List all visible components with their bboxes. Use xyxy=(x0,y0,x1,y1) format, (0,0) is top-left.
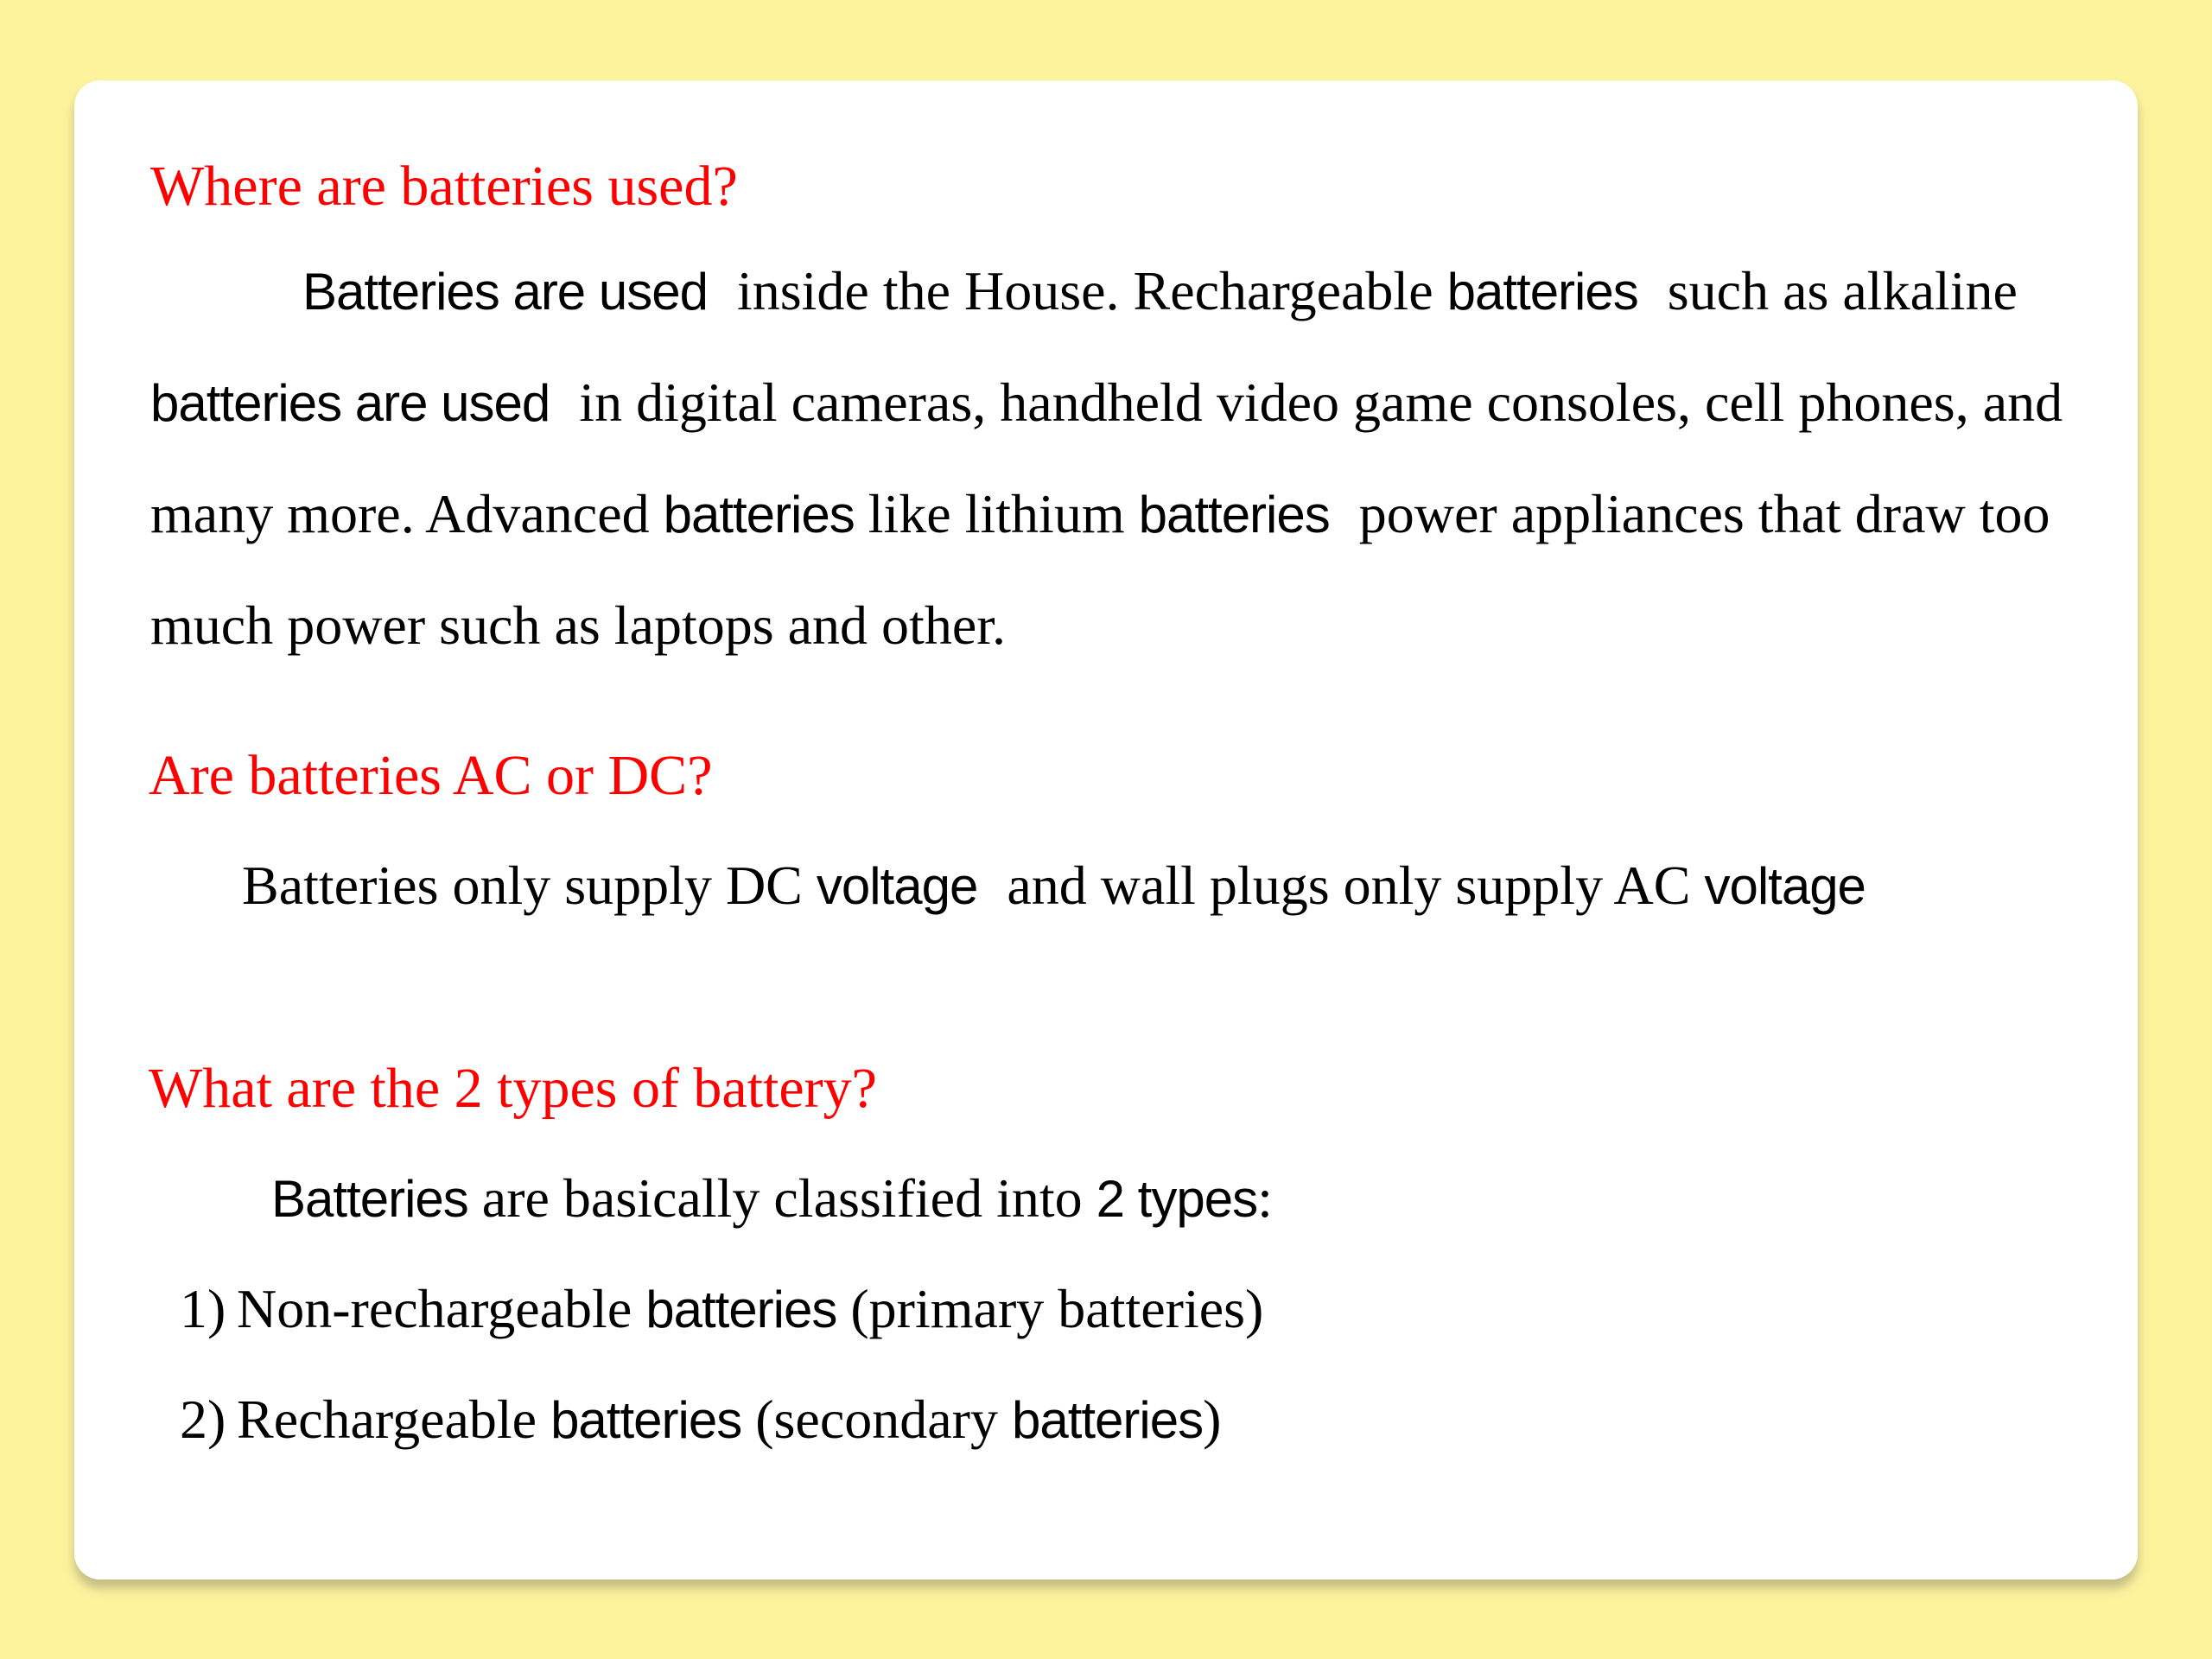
text-run: (primary batteries) xyxy=(850,1278,1264,1339)
keyword: batteries xyxy=(645,1281,837,1338)
text-run: in digital cameras, handheld video game consoles, cell phones, and many more. Advanced xyxy=(150,372,2063,544)
keyword: batteries xyxy=(1011,1391,1204,1449)
keyword: batteries xyxy=(550,1391,742,1449)
text-run: : xyxy=(1257,1167,1273,1229)
text-run: inside the House. Rechargeable xyxy=(736,260,1433,321)
text-run: (secondary xyxy=(755,1389,998,1450)
keyword: 2 types xyxy=(1096,1170,1258,1228)
heading-where-used: Where are batteries used? xyxy=(150,155,738,218)
list-item-2 xyxy=(180,1389,1222,1450)
keyword: batteries xyxy=(1446,263,1638,321)
keyword: voltage xyxy=(1704,857,1866,915)
content-card xyxy=(74,80,2138,1580)
keyword: Batteries are used xyxy=(302,263,708,321)
text-run: such as alkaline xyxy=(1667,260,2018,321)
list-number: 2) xyxy=(180,1389,226,1450)
paragraph-types-intro xyxy=(271,1167,1273,1229)
text-run: power appliances that draw too much power such as laptops and other. xyxy=(150,483,2050,656)
keyword: batteries xyxy=(663,486,855,543)
keyword: voltage xyxy=(816,857,978,915)
heading-ac-or-dc: Are batteries AC or DC? xyxy=(149,744,713,807)
paragraph-ac-or-dc xyxy=(242,855,1866,916)
text-run: and wall plugs only supply AC xyxy=(1007,855,1691,916)
text-run: like lithium xyxy=(868,483,1125,544)
keyword: batteries are used xyxy=(150,374,550,432)
keyword: Batteries xyxy=(271,1170,468,1228)
text-run: Rechargeable xyxy=(237,1389,537,1450)
text-run: ) xyxy=(1203,1389,1222,1450)
keyword: batteries xyxy=(1138,486,1330,543)
heading-types: What are the 2 types of battery? xyxy=(149,1057,877,1120)
text-run: Non-rechargeable xyxy=(237,1278,632,1339)
list-item-1 xyxy=(180,1278,1264,1339)
text-run: are basically classified into xyxy=(481,1167,1083,1229)
text-run: Batteries only supply DC xyxy=(242,855,803,916)
paragraph-where-used xyxy=(150,236,2103,681)
list-number: 1) xyxy=(180,1278,226,1339)
